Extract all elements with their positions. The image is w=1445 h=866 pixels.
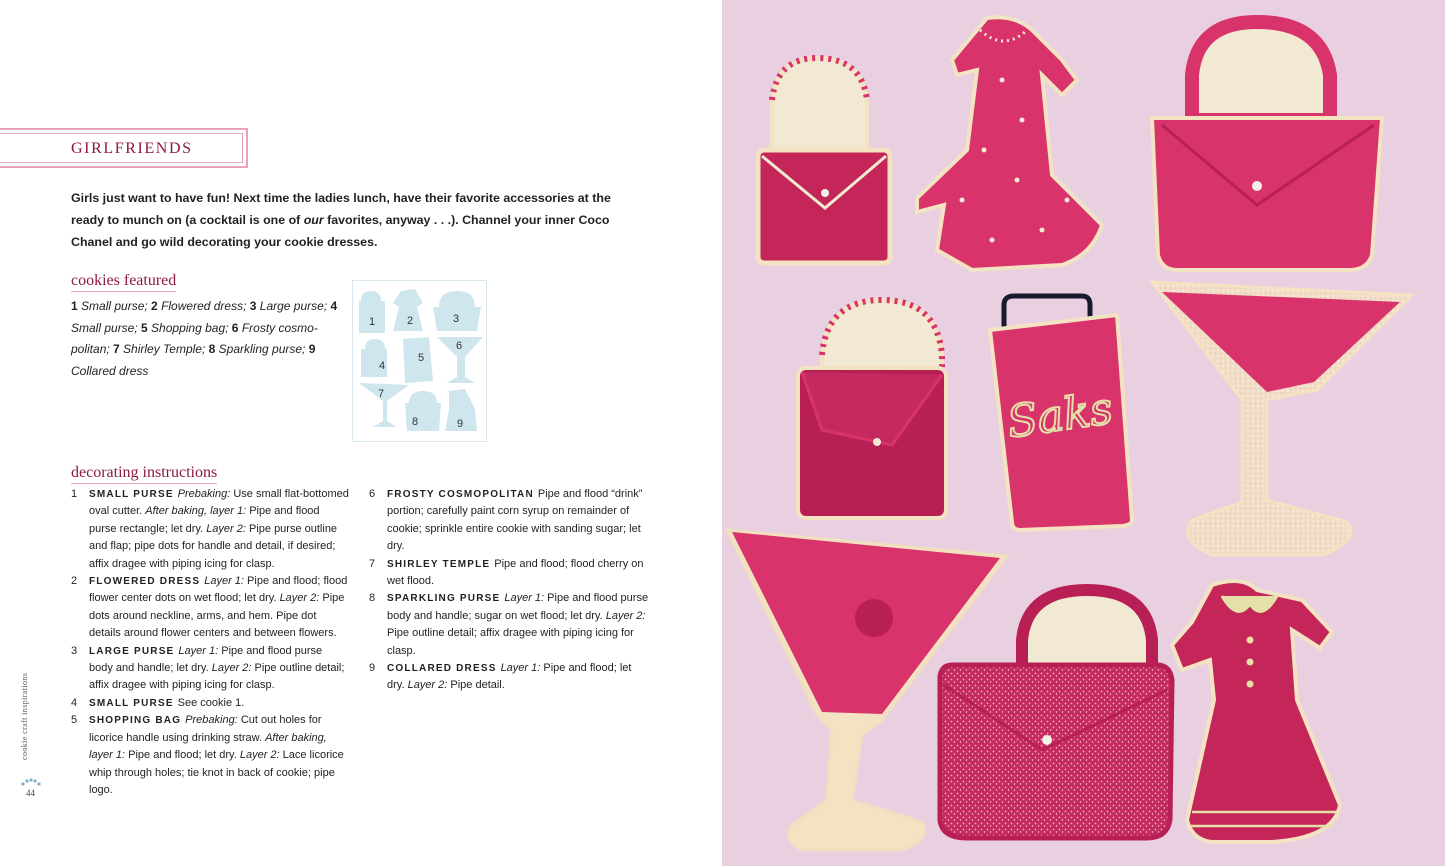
instruction-step-text: Pipe and flood purse rectangle; let dry. xyxy=(89,505,320,535)
cookies-featured-list xyxy=(71,296,341,382)
featured-number: 2 xyxy=(151,299,162,313)
instruction-cookie-name: FLOWERED DRESS xyxy=(89,576,205,588)
instruction-cookie-name: LARGE PURSE xyxy=(89,645,179,657)
instruction-item xyxy=(71,643,349,695)
diagram-number: 1 xyxy=(368,316,376,328)
featured-number: 9 xyxy=(308,342,316,356)
instruction-cookie-name: COLLARED DRESS xyxy=(387,663,501,675)
instruction-step-text: Pipe outline detail; affix dragee with piping icing for clasp. xyxy=(387,627,634,657)
instruction-number: 8 xyxy=(369,592,376,605)
instruction-step-text: Pipe and flood purse body and handle; sugar on wet flood; let dry. xyxy=(387,592,649,622)
diagram-number: 8 xyxy=(411,416,419,428)
instruction-text xyxy=(387,556,651,591)
diagram-cookie-silhouette xyxy=(433,291,481,331)
instruction-step-label: After baking, layer 1: xyxy=(89,731,327,762)
instruction-step-label: Layer 2: xyxy=(279,592,320,605)
instruction-number: 7 xyxy=(369,557,376,570)
instruction-step-label: Layer 1: xyxy=(178,644,219,657)
featured-number: 6 xyxy=(231,320,242,335)
instruction-item xyxy=(369,486,651,556)
instruction-cookie-name: FROSTY COSMOPOLITAN xyxy=(387,489,538,500)
instruction-step-label: Layer 1: xyxy=(504,592,545,605)
instruction-text xyxy=(387,660,651,695)
instruction-cookie-name: SMALL PURSE xyxy=(89,489,178,500)
bag-logo: Saks xyxy=(1004,383,1116,449)
instruction-text xyxy=(89,573,349,643)
instruction-step-label: Layer 2: xyxy=(407,679,448,692)
instruction-step-text: Pipe and flood; let dry. xyxy=(387,662,632,692)
instructions-column-right xyxy=(369,486,651,695)
instruction-step-label: Layer 1: xyxy=(500,662,541,675)
instruction-number: 3 xyxy=(71,644,78,657)
instruction-step-label: Layer 2: xyxy=(206,522,246,535)
running-head: cookie craft inspirations xyxy=(20,672,29,760)
featured-number: 1 xyxy=(71,299,82,313)
instruction-number: 9 xyxy=(369,662,376,675)
featured-cookie-name: Sparkling purse; xyxy=(218,342,309,356)
instruction-step-text: Cut out holes for licorice handle using drinking straw. xyxy=(89,714,322,744)
diagram-number: 4 xyxy=(378,360,386,372)
featured-cookie-name: Shopping bag; xyxy=(151,320,232,335)
instruction-step-label: Layer 2: xyxy=(239,749,280,762)
instruction-step-label: Prebaking: xyxy=(177,488,231,500)
instruction-item xyxy=(369,660,651,695)
decorating-instructions-heading: decorating instructions xyxy=(71,464,217,484)
left-page xyxy=(0,0,722,866)
cookie-photo-illustration xyxy=(722,0,1445,866)
instruction-text xyxy=(89,643,349,695)
instruction-item xyxy=(71,712,349,799)
instruction-item xyxy=(71,486,349,573)
diagram-number: 6 xyxy=(455,340,463,352)
instruction-cookie-name: SHOPPING BAG xyxy=(89,715,186,727)
instruction-step-text: Use small flat-bottomed oval cutter. xyxy=(89,488,349,518)
instruction-text xyxy=(387,486,651,556)
instruction-cookie-name: SHIRLEY TEMPLE xyxy=(387,558,495,570)
instruction-text xyxy=(387,590,651,660)
page-title: GIRLFRIENDS xyxy=(71,140,193,157)
cookies-featured-heading: cookies featured xyxy=(71,272,176,292)
instruction-step-text: Pipe and flood; let dry. xyxy=(125,749,240,762)
featured-number: 5 xyxy=(141,320,152,335)
featured-cookie-name: Shirley Temple; xyxy=(123,342,209,356)
diagram-number: 9 xyxy=(456,418,464,430)
featured-number: 7 xyxy=(113,342,124,356)
featured-cookie-name: Small purse; xyxy=(81,299,152,313)
instruction-text xyxy=(89,695,349,712)
instruction-step-label: Layer 2: xyxy=(211,662,252,675)
cookie-shopping-bag xyxy=(990,296,1132,530)
instruction-step-label: Prebaking: xyxy=(185,714,238,727)
instruction-step-label: After baking, layer 1: xyxy=(145,505,247,518)
featured-number: 4 xyxy=(330,299,338,313)
intro-paragraph: Girls just want to have fun! Next time the ladies lunch, have their favorite accessories at the ready to munch on (a cocktail is one of our favorites, anyway . . .). Channel your inner Coco Chanel and go wild decorating your cookie dresses. xyxy=(71,191,611,249)
cookie-layout-diagram xyxy=(352,280,487,442)
instruction-step-text: See cookie 1. xyxy=(177,696,245,709)
folio-dots xyxy=(19,778,41,788)
diagram-number: 7 xyxy=(377,388,385,400)
featured-cookie-name: Flowered dress; xyxy=(161,299,250,313)
page-number: 44 xyxy=(26,788,35,798)
instruction-step-text: Lace licorice whip through holes; tie knot in back of cookie; pipe logo. xyxy=(89,749,344,796)
instruction-step-label: Layer 1: xyxy=(204,575,244,588)
featured-cookie-name: Large purse; xyxy=(259,299,331,313)
instruction-step-label: Layer 2: xyxy=(605,609,646,622)
instruction-number: 4 xyxy=(71,696,78,709)
instruction-step-text: Pipe outline detail; affix dragee with piping icing for clasp. xyxy=(89,662,345,692)
diagram-number: 5 xyxy=(417,352,425,364)
featured-number: 3 xyxy=(249,299,260,313)
instruction-step-text: Pipe dots around neckline, arms, and hem. Pipe dot details around flower centers and between flowers. xyxy=(89,592,345,640)
instruction-cookie-name: SPARKLING PURSE xyxy=(387,593,505,605)
instruction-item xyxy=(369,556,651,591)
featured-number: 8 xyxy=(208,342,219,356)
instruction-item xyxy=(71,695,349,712)
instruction-step-text: Pipe and flood; flood cherry on wet flood. xyxy=(387,557,644,588)
featured-cookie-name: Frosty cosmo-politan; xyxy=(71,320,318,356)
instructions-column-left xyxy=(71,486,349,799)
instruction-number: 2 xyxy=(71,575,78,588)
instruction-step-text: Pipe detail. xyxy=(447,679,505,692)
cookie-photo xyxy=(722,0,1445,866)
instruction-step-text: Pipe and flood; flood flower center dots on wet flood; let dry. xyxy=(89,575,348,605)
instruction-item xyxy=(71,573,349,643)
diagram-number: 3 xyxy=(452,313,460,325)
instruction-step-text: Pipe and flood purse body and handle; let dry. xyxy=(89,644,323,675)
instruction-step-text: Pipe purse outline and flap; pipe dots for handle and detail, if desired; affix dragee with piping icing for clasp. xyxy=(89,522,338,570)
featured-cookie-name: Small purse; xyxy=(71,320,142,335)
diagram-cookie-silhouette xyxy=(405,391,441,431)
instruction-number: 6 xyxy=(369,488,376,500)
instruction-step-text: Pipe and flood “drink” portion; carefully paint corn syrup on remainder of cookie; sprinkle entire cookie with sanding sugar; let dry. xyxy=(387,488,643,553)
instruction-item xyxy=(369,590,651,660)
instruction-number: 5 xyxy=(71,714,78,727)
diagram-number: 2 xyxy=(406,315,414,327)
instruction-number: 1 xyxy=(71,488,78,500)
instruction-text xyxy=(89,486,349,573)
instruction-text xyxy=(89,712,349,799)
instruction-cookie-name: SMALL PURSE xyxy=(89,697,178,709)
featured-cookie-name: Collared dress xyxy=(71,363,149,378)
